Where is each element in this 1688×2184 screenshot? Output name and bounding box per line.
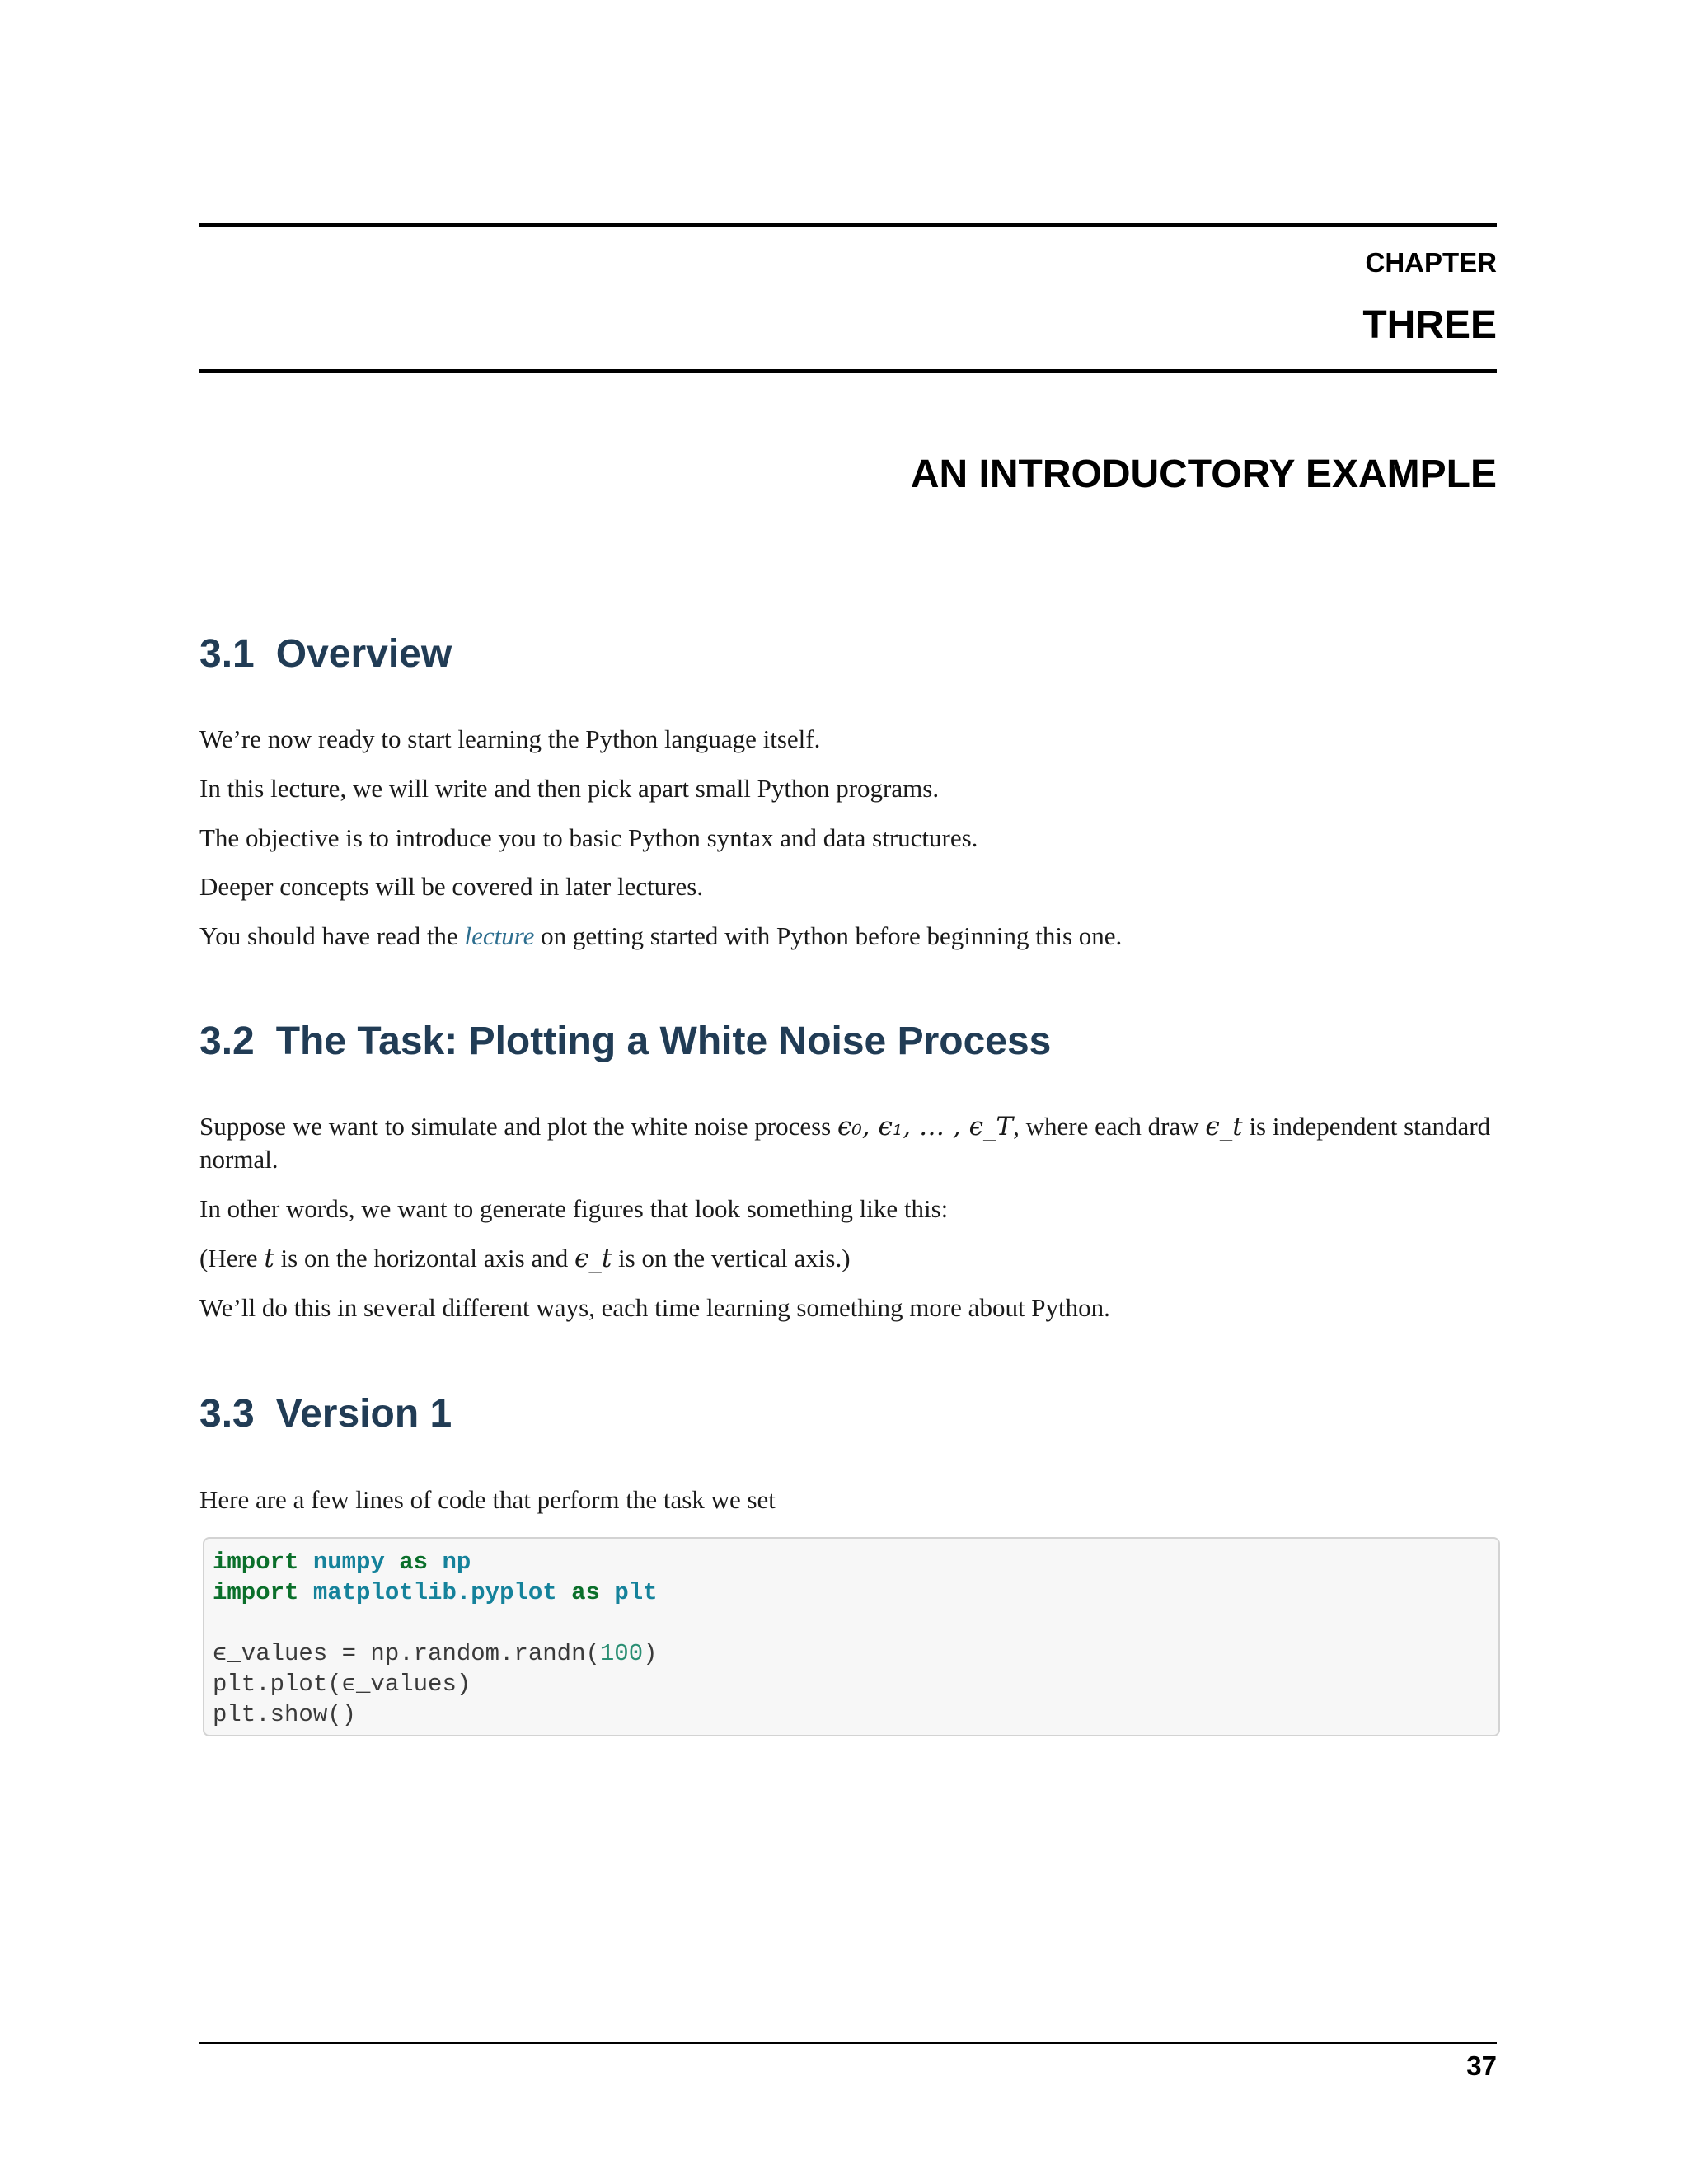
- paragraph-axes: [199, 1242, 1497, 1275]
- chapter-label: CHAPTER: [1365, 247, 1497, 278]
- paragraph: Deeper concepts will be covered in later lectures.: [199, 872, 704, 901]
- text: Suppose we want to simulate and plot the white noise process: [199, 1112, 838, 1141]
- code-number: 100: [599, 1640, 644, 1667]
- code-line-1: [213, 1547, 1490, 1577]
- text: is on the vertical axis.): [612, 1244, 851, 1272]
- code-module: np: [442, 1549, 471, 1576]
- code-line-blank: [213, 1608, 1490, 1638]
- code-module: numpy: [312, 1549, 385, 1576]
- paragraph: The objective is to introduce you to basic Python syntax and data structures.: [199, 823, 978, 852]
- code-keyword: import: [213, 1549, 299, 1576]
- lecture-link[interactable]: lecture: [464, 921, 535, 950]
- section-title: Version 1: [275, 1392, 452, 1436]
- section-heading-version-1: [199, 1391, 452, 1436]
- section-title: Overview: [275, 632, 452, 676]
- paragraph: Here are a few lines of code that perform the task we set: [199, 1485, 776, 1514]
- math-epsilon-t: ϵ_t: [574, 1244, 612, 1273]
- chapter-top-rule: [199, 223, 1497, 227]
- paragraph: In other words, we want to generate figures that look something like this:: [199, 1194, 949, 1223]
- section-number: 3.1: [199, 632, 255, 676]
- chapter-title: AN INTRODUCTORY EXAMPLE: [910, 452, 1497, 496]
- text: on getting started with Python before beginning this one.: [534, 921, 1123, 950]
- code-module: plt: [614, 1579, 658, 1606]
- section-heading-overview: [199, 631, 452, 677]
- code-keyword: as: [571, 1579, 600, 1606]
- code-block[interactable]: [203, 1537, 1500, 1736]
- code-line-6: plt.show(): [213, 1701, 357, 1728]
- code-keyword: as: [399, 1549, 429, 1576]
- section-number: 3.2: [199, 1019, 255, 1063]
- math-sequence: ϵ₀, ϵ₁, … , ϵ_T: [837, 1112, 1014, 1141]
- code-line-5: plt.plot(ϵ_values): [213, 1671, 471, 1698]
- code-line-2: [213, 1577, 1490, 1608]
- math-t: t: [264, 1244, 274, 1273]
- chapter-number: THREE: [1362, 303, 1497, 347]
- math-epsilon-t: ϵ_t: [1205, 1112, 1243, 1141]
- code-text: ): [643, 1640, 658, 1667]
- chapter-bottom-rule: [199, 369, 1497, 373]
- text: is on the horizontal axis and: [274, 1244, 574, 1272]
- page-number: 37: [1466, 2050, 1497, 2081]
- paragraph-lecture-reference: [199, 920, 1497, 953]
- text: (Here: [199, 1244, 265, 1272]
- code-module: matplotlib.pyplot: [312, 1579, 557, 1606]
- text: is independent standard normal.: [199, 1112, 1491, 1174]
- code-line-4: [213, 1638, 1490, 1669]
- code-text: ϵ_values = np.random.randn(: [213, 1640, 600, 1667]
- paragraph-white-noise: [199, 1110, 1497, 1176]
- code-keyword: import: [213, 1579, 299, 1606]
- section-heading-task: [199, 1019, 1051, 1064]
- section-number: 3.3: [199, 1392, 255, 1436]
- text: You should have read the: [199, 921, 465, 950]
- text: , where each draw: [1013, 1112, 1206, 1141]
- paragraph: We’re now ready to start learning the Python language itself.: [199, 724, 821, 753]
- footer-rule: [199, 2042, 1497, 2044]
- paragraph: In this lecture, we will write and then pick apart small Python programs.: [199, 774, 940, 803]
- paragraph: We’ll do this in several different ways, each time learning something more about Python.: [199, 1293, 1110, 1322]
- section-title: The Task: Plotting a White Noise Process: [275, 1019, 1052, 1063]
